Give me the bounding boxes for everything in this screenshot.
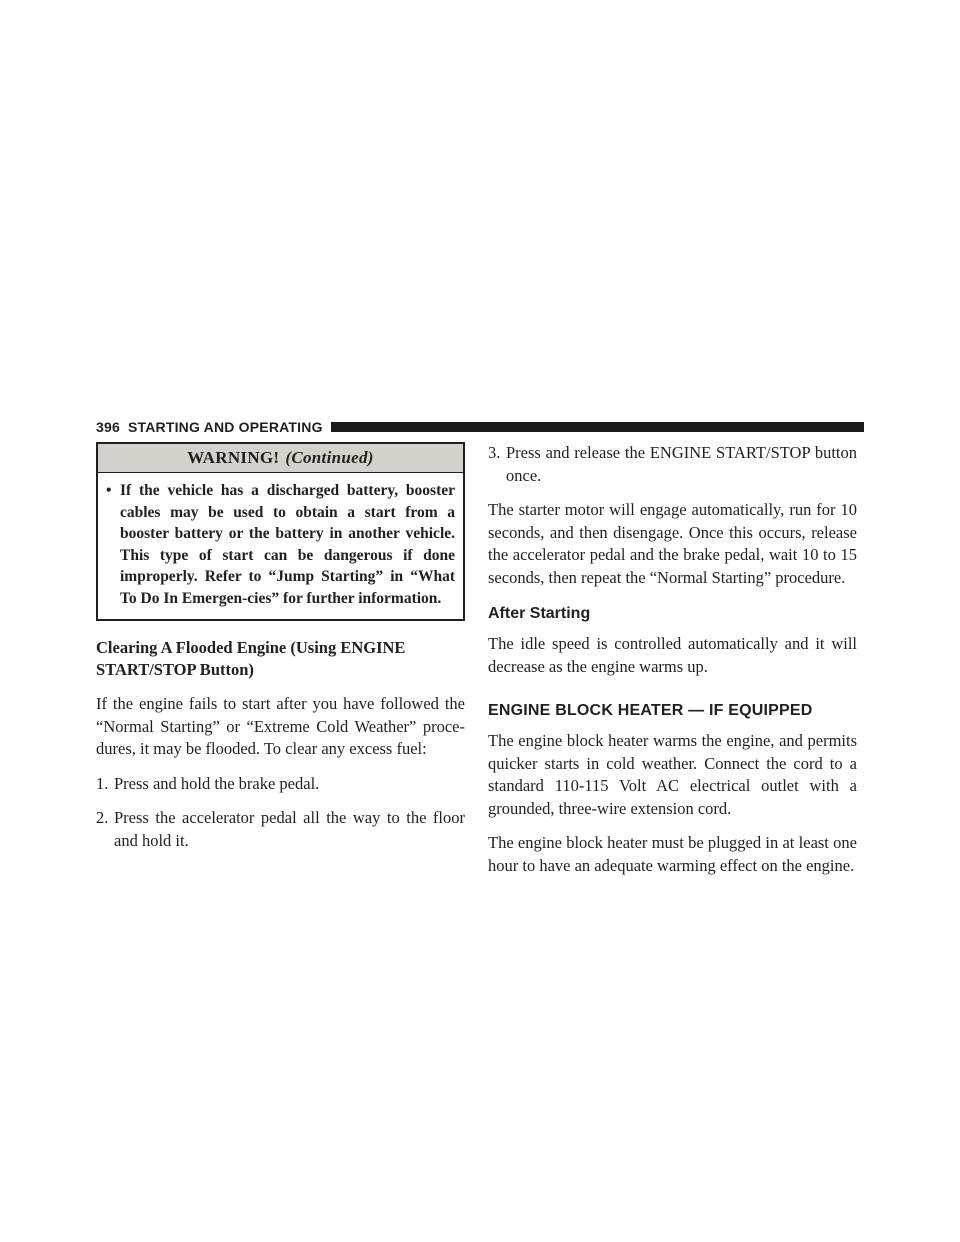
step-item bbox=[96, 807, 465, 852]
warning-box bbox=[96, 442, 465, 621]
block-heater-heading: ENGINE BLOCK HEATER — IF EQUIPPED bbox=[488, 702, 813, 719]
starter-result-paragraph: The starter motor will engage automatically, run for 10 seconds, and then disengage. Once this occurs, release the accelerator pedal and the brake pedal, wait 10 to 15 seconds, then repeat the “Normal Starting” procedure. bbox=[488, 500, 857, 587]
header-label bbox=[96, 419, 331, 435]
warning-text: If the vehicle has a discharged battery, booster cables may be used to obtain a start from a booster battery or the battery in another vehicle. This type of start can be dangerous if done improperly. Refer to “Jump Starting” in “What To Do In Emergen-cies” for further information. bbox=[120, 482, 455, 607]
step-text: Press and release the ENGINE START/STOP button once. bbox=[506, 443, 857, 485]
step-number: 1. bbox=[96, 773, 109, 793]
page-number: 396 bbox=[96, 419, 120, 435]
step-item bbox=[96, 773, 465, 796]
page-header bbox=[96, 416, 864, 438]
after-starting-heading: After Starting bbox=[488, 605, 591, 622]
bullet-icon: • bbox=[106, 482, 112, 499]
step-number: 3. bbox=[488, 443, 501, 462]
left-column bbox=[96, 442, 465, 864]
warning-label: WARNING! bbox=[187, 448, 280, 467]
step-item bbox=[488, 442, 857, 487]
step-number: 2. bbox=[96, 808, 109, 827]
after-starting-text: The idle speed is controlled automatically and it will decrease as the engine warms up. bbox=[488, 634, 857, 676]
flooded-engine-heading: Clearing A Flooded Engine (Using ENGINE START/STOP Button) bbox=[96, 638, 406, 679]
step-text: Press and hold the brake pedal. bbox=[114, 773, 320, 793]
block-heater-paragraph-2: The engine block heater must be plugged in at least one hour to have an adequate warming effect on the engine. bbox=[488, 833, 857, 875]
warning-title bbox=[98, 444, 463, 473]
warning-body bbox=[98, 473, 463, 619]
warning-item bbox=[106, 480, 455, 609]
flooded-engine-intro: If the engine fails to start after you have followed the “Normal Starting” or “Extreme Cold Weather” proce-dures, it may be flooded. To clear any excess fuel: bbox=[96, 694, 465, 758]
step-text: Press the accelerator pedal all the way to the floor and hold it. bbox=[114, 808, 465, 850]
right-column bbox=[488, 442, 857, 877]
section-title: STARTING AND OPERATING bbox=[127, 419, 323, 435]
block-heater-paragraph-1: The engine block heater warms the engine, and permits quicker starts in cold weather. Connect the cord to a standard 110-115 Volt AC electrical outlet with a grounded, three-wire extension cord. bbox=[488, 731, 857, 818]
header-rule bbox=[331, 422, 864, 432]
warning-continued: (Continued) bbox=[285, 448, 374, 467]
